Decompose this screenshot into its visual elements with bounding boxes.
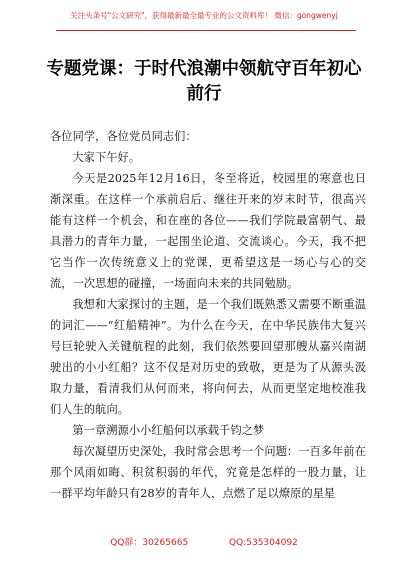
header-banner: 关注头条号"公文研究"，获得最新最全最专业的公文资料库！ 微信：gongwenyj (70, 11, 338, 20)
footer (0, 535, 408, 548)
greeting: 大家下午好。 (72, 151, 141, 164)
header-divider (56, 30, 356, 31)
chapter-paragraph: 每次凝望历史深处，我时常会思考一个问题：一百多年前在那个风雨如晦、积贫积弱的年代，究竟是怎样的一股力量，让一群平均年龄只有28岁的青年人，点燃了足以燎原的星星 (50, 445, 366, 500)
salutation: 各位同学，各位党员同志们： (50, 130, 197, 143)
paragraph-2: 我想和大家探讨的主题，是一个我们既熟悉又需要不断重温的词汇——“红船精神”。为什么在今天，在中华民族伟大复兴号巨轮驶入关键航程的此刻，我们依然要回望那艘从嘉兴南湖驶出的小小红船？这不仅是对历史的致敬，更是为了从源头汲取力量，看清我们从何而来，将向何去，从而更坚定地校准我们人生的航向。 (50, 298, 366, 416)
paragraph-1: 今天是2025年12月16日，冬至将近，校园里的寒意也日渐深重。在这样一个承前启后、继往开来的岁末时节，很高兴能有这样一个机会，和在座的各位——我们学院最富朝气、最具潜力的青年力量，一起围坐论道、交流谈心。今天，我不把它当作一次传统意义上的党课，更希望这是一场心与心的交流，一次思想的碰撞，一场面向未来的共同勉励。 (50, 172, 366, 290)
title-line-1: 专题党课：于时代浪潮中领航守百年初心 (46, 59, 362, 79)
document-title (30, 57, 378, 107)
title-line-2: 前行 (186, 84, 222, 104)
footer-qq: QQ:535304092 (229, 538, 298, 548)
document-body (50, 126, 366, 504)
chapter-heading: 第一章溯源小小红船何以承载千钧之梦 (72, 424, 265, 437)
footer-qq-group: QQ群：30265665 (110, 538, 189, 548)
